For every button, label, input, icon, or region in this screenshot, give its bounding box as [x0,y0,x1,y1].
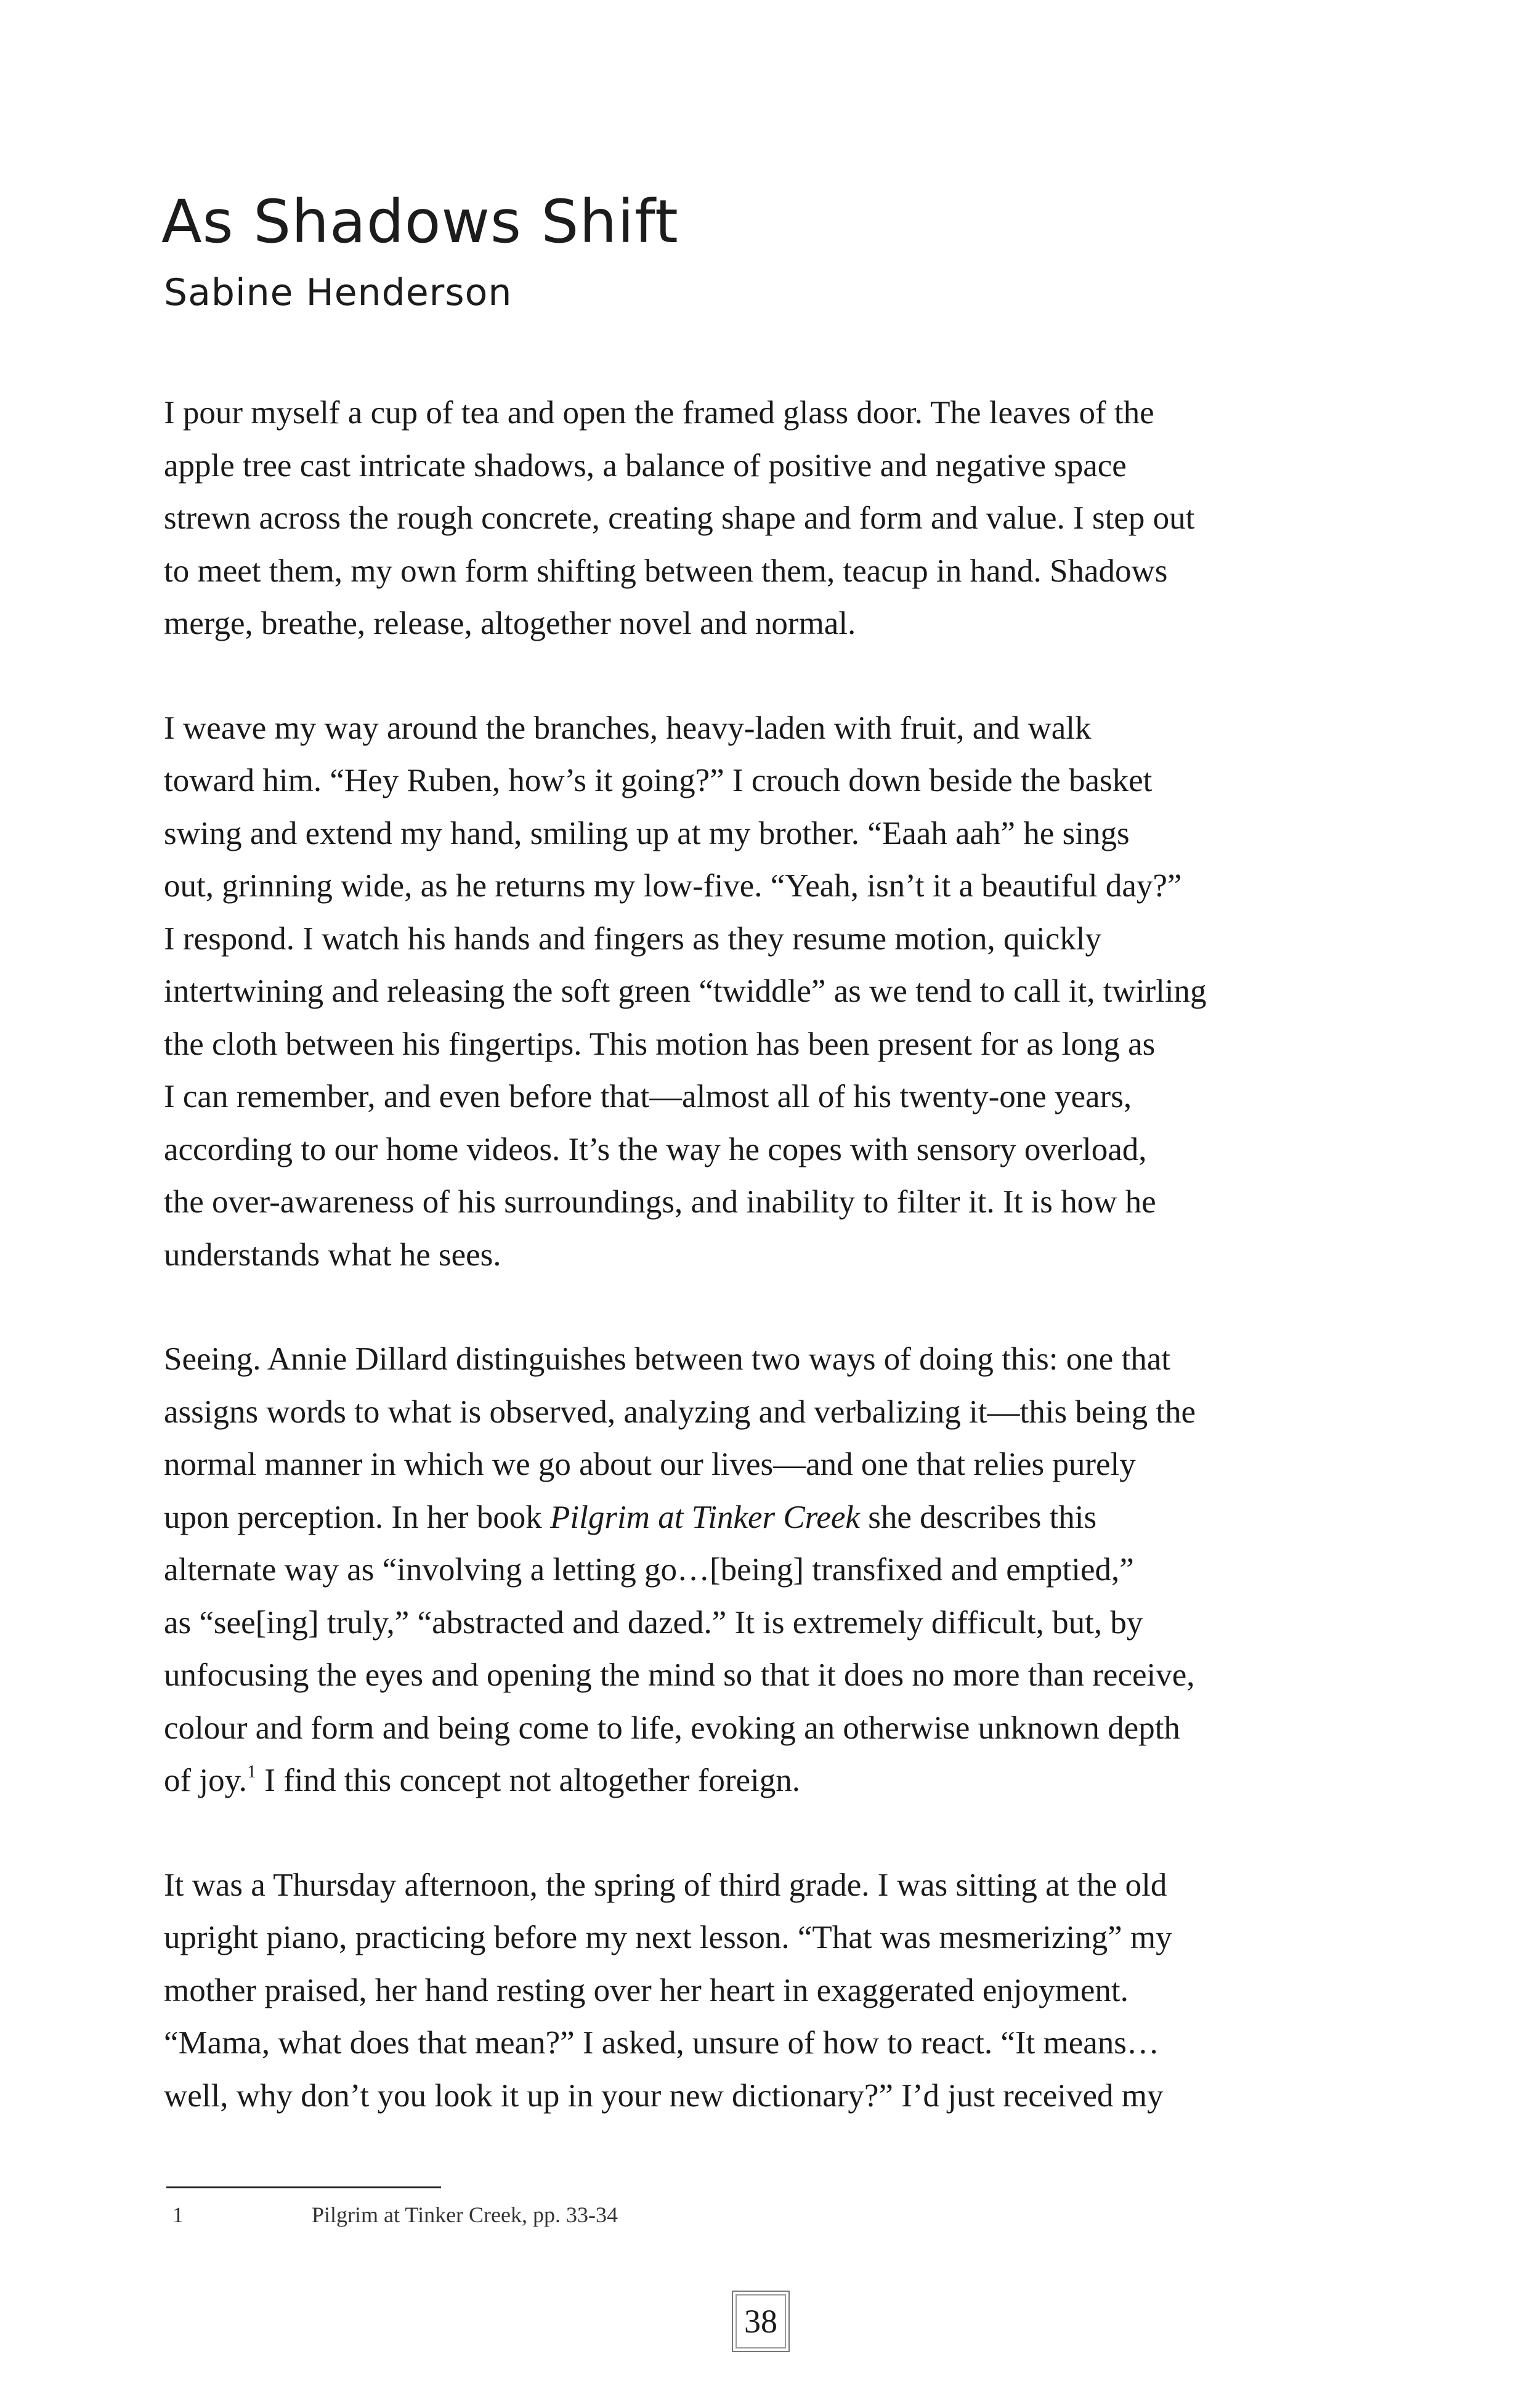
text-line: the over-awareness of his surroundings, and inability to filter it. It is how he [164,1184,1156,1220]
author-name: Sabine Henderson [164,271,513,314]
essay-title: As Shadows Shift [161,187,679,256]
text-segment: of joy. [164,1763,247,1798]
text-line: merge, breathe, release, altogether novel and normal. [164,606,856,641]
footnote-reference[interactable]: 1 [246,1761,256,1782]
footnote [172,2199,618,2230]
text-line: unfocusing the eyes and opening the mind so that it does no more than receive, [164,1657,1195,1693]
footnote-text: Pilgrim at Tinker Creek, pp. 33-34 [312,2202,618,2227]
text-line: as “see[ing] truly,” “abstracted and dazed.” It is extremely difficult, but, by [164,1604,1143,1641]
text-line: assigns words to what is observed, analyzing and verbalizing it—this being the [164,1394,1196,1430]
book-title: Pilgrim at Tinker Creek [550,1499,860,1535]
text-line: toward him. “Hey Ruben, how’s it going?” I crouch down beside the basket [164,763,1153,798]
text-line: mother praised, her hand resting over her heart in exaggerated enjoyment. [164,1972,1129,2008]
text-line: the cloth between his fingertips. This motion has been present for as long as [164,1026,1156,1062]
text-line: alternate way as “involving a letting go…[being] transfixed and emptied,” [164,1552,1134,1588]
text-line: Seeing. Annie Dillard distinguishes between two ways of doing this: one that [164,1341,1170,1377]
text-segment: I find this concept not altogether foreign. [256,1763,801,1798]
paragraph-3 [164,1333,1396,1808]
text-segment: she describes this [859,1499,1097,1535]
page-number: 38 [732,2291,790,2352]
text-line: colour and form and being come to life, evoking an otherwise unknown depth [164,1710,1180,1746]
text-line: according to our home videos. It’s the way he copes with sensory overload, [164,1131,1147,1167]
text-line: swing and extend my hand, smiling up at my brother. “Eaah aah” he sings [164,815,1130,851]
text-line [164,1755,1396,1808]
text-line: apple tree cast intricate shadows, a balance of positive and negative space [164,447,1127,484]
text-line: normal manner in which we go about our lives—and one that relies purely [164,1447,1136,1482]
text-segment: upon perception. In her book [164,1499,550,1535]
footnote-divider [166,2186,441,2188]
text-line: understands what he sees. [164,1236,501,1273]
text-line: strewn across the rough concrete, creating shape and form and value. I step out [164,500,1195,536]
text-line: I can remember, and even before that—almost all of his twenty-one years, [164,1079,1132,1114]
text-line: out, grinning wide, as he returns my low-five. “Yeah, isn’t it a beautiful day?” [164,868,1182,904]
text-line: I pour myself a cup of tea and open the framed glass door. The leaves of the [164,395,1154,431]
paragraph-2 [164,702,1396,1282]
text-line: to meet them, my own form shifting between them, teacup in hand. Shadows [164,553,1168,589]
text-line: I respond. I watch his hands and fingers as they resume motion, quickly [164,920,1101,957]
text-line: I weave my way around the branches, heavy-laden with fruit, and walk [164,710,1092,746]
text-line: “Mama, what does that mean?” I asked, unsure of how to react. “It means… [164,2025,1159,2061]
paragraph-4 [164,1859,1396,2123]
text-line [164,1492,1396,1545]
text-line: intertwining and releasing the soft green “twiddle” as we tend to call it, twirling [164,973,1207,1009]
essay-body [164,387,1396,2174]
text-line: upright piano, practicing before my next lesson. “That was mesmerizing” my [164,1920,1172,1955]
text-line: It was a Thursday afternoon, the spring of third grade. I was sitting at the old [164,1867,1167,1903]
text-line: well, why don’t you look it up in your new dictionary?” I’d just received my [164,2077,1164,2114]
footnote-number: 1 [172,2202,184,2227]
paragraph-1 [164,387,1396,651]
